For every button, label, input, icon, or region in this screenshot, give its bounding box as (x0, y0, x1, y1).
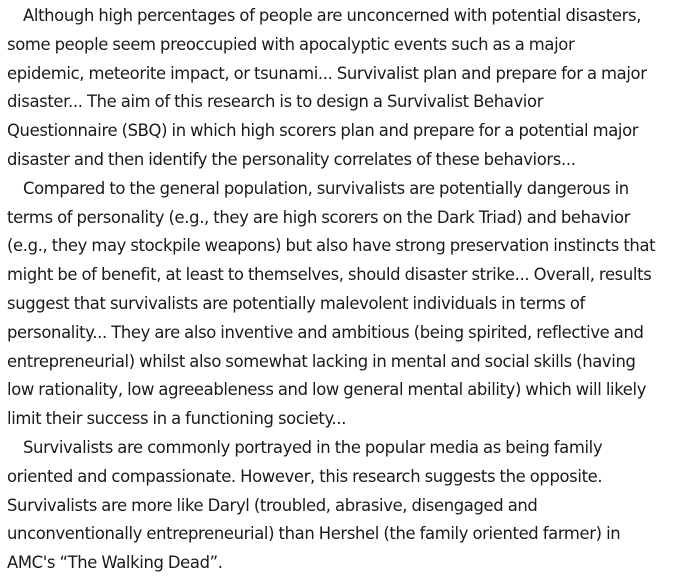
text-line: Survivalists are commonly portrayed in the popular media as being family (23, 437, 603, 457)
text-line: AMC's “The Walking Dead”. (7, 553, 223, 573)
text-line: Survivalists are more like Daryl (troubled, abrasive, disengaged and (7, 495, 538, 515)
text-line: limit their success in a functioning society... (7, 409, 347, 429)
text-line: Questionnaire (SBQ) in which high scorers plan and prepare for a potential major (7, 121, 639, 141)
text-line: (e.g., they may stockpile weapons) but also have strong preservation instincts that (7, 236, 656, 256)
text-line: disaster and then identify the personality correlates of these behaviors... (7, 149, 576, 169)
paragraph-abstract-intro (7, 2, 686, 175)
text-line: entrepreneurial) whilst also somewhat lacking in mental and social skills (having (7, 351, 636, 371)
paragraph-findings (7, 175, 686, 434)
text-line: disaster... The aim of this research is to design a Survivalist Behavior (7, 92, 544, 112)
text-line: low rationality, low agreeableness and low general mental ability) which will likely (7, 380, 647, 400)
text-line: Compared to the general population, survivalists are potentially dangerous in (23, 178, 629, 198)
text-line: epidemic, meteorite impact, or tsunami... Survivalist plan and prepare for a major (7, 63, 647, 83)
text-line: suggest that survivalists are potentially malevolent individuals in terms of (7, 293, 585, 313)
paragraph-conclusion (7, 434, 686, 578)
text-line: Although high percentages of people are unconcerned with potential disasters, (23, 6, 642, 25)
text-line: oriented and compassionate. However, this research suggests the opposite. (7, 466, 603, 486)
text-line: unconventionally entrepreneurial) than Hershel (the family oriented farmer) in (7, 524, 621, 544)
text-line: might be of benefit, at least to themselves, should disaster strike... Overall, results (7, 265, 652, 285)
text-line: terms of personality (e.g., they are high scorers on the Dark Triad) and behavior (7, 207, 631, 227)
text-line: some people seem preoccupied with apocalyptic events such as a major (7, 34, 575, 54)
text-line: personality... They are also inventive and ambitious (being spirited, reflective and (7, 322, 644, 342)
